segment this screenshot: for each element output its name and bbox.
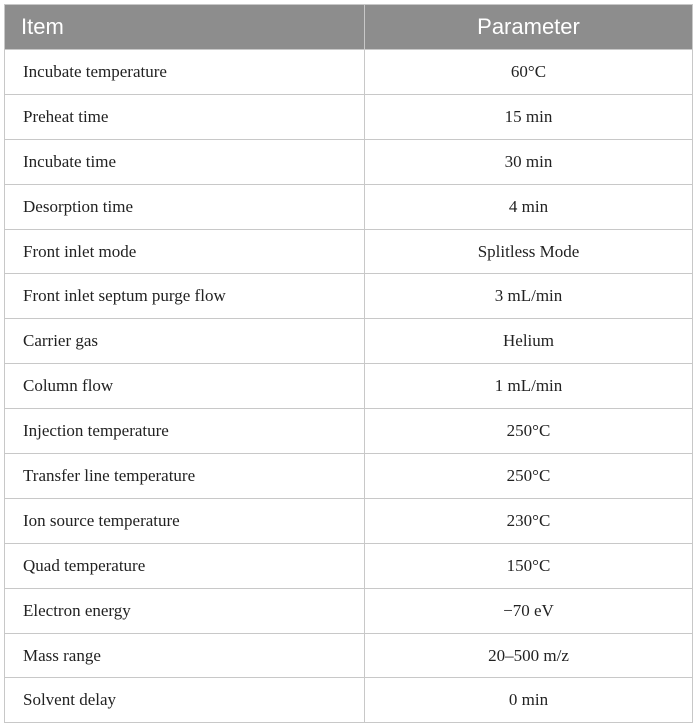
table-row bbox=[5, 498, 693, 543]
table-row bbox=[5, 543, 693, 588]
item-cell: Electron energy bbox=[5, 588, 365, 633]
item-cell: Front inlet mode bbox=[5, 229, 365, 274]
parameter-cell: −70 eV bbox=[365, 588, 693, 633]
item-cell: Desorption time bbox=[5, 184, 365, 229]
parameter-cell: 0 min bbox=[365, 678, 693, 723]
table-body bbox=[5, 50, 693, 723]
parameter-cell: 30 min bbox=[365, 139, 693, 184]
table-header-row bbox=[5, 5, 693, 50]
table-row bbox=[5, 409, 693, 454]
parameter-cell: 250°C bbox=[365, 454, 693, 499]
parameter-cell: Splitless Mode bbox=[365, 229, 693, 274]
parameter-cell: 3 mL/min bbox=[365, 274, 693, 319]
table-row bbox=[5, 678, 693, 723]
parameter-cell: 15 min bbox=[365, 94, 693, 139]
table-row bbox=[5, 364, 693, 409]
header-item: Item bbox=[5, 5, 365, 50]
parameter-cell: 250°C bbox=[365, 409, 693, 454]
table-row bbox=[5, 184, 693, 229]
parameter-cell: 150°C bbox=[365, 543, 693, 588]
item-cell: Ion source temperature bbox=[5, 498, 365, 543]
table-row bbox=[5, 274, 693, 319]
item-cell: Preheat time bbox=[5, 94, 365, 139]
parameter-table bbox=[4, 4, 693, 723]
table-row bbox=[5, 229, 693, 274]
table-row bbox=[5, 633, 693, 678]
parameter-cell: 20–500 m/z bbox=[365, 633, 693, 678]
item-cell: Mass range bbox=[5, 633, 365, 678]
parameter-cell: Helium bbox=[365, 319, 693, 364]
parameter-table-container bbox=[4, 4, 692, 723]
table-row bbox=[5, 319, 693, 364]
table-row bbox=[5, 588, 693, 633]
parameter-cell: 230°C bbox=[365, 498, 693, 543]
parameter-cell: 60°C bbox=[365, 50, 693, 95]
item-cell: Transfer line temperature bbox=[5, 454, 365, 499]
parameter-cell: 1 mL/min bbox=[365, 364, 693, 409]
table-row bbox=[5, 454, 693, 499]
header-parameter: Parameter bbox=[365, 5, 693, 50]
table-row bbox=[5, 50, 693, 95]
item-cell: Carrier gas bbox=[5, 319, 365, 364]
parameter-cell: 4 min bbox=[365, 184, 693, 229]
item-cell: Front inlet septum purge flow bbox=[5, 274, 365, 319]
item-cell: Quad temperature bbox=[5, 543, 365, 588]
item-cell: Column flow bbox=[5, 364, 365, 409]
table-row bbox=[5, 139, 693, 184]
item-cell: Solvent delay bbox=[5, 678, 365, 723]
table-row bbox=[5, 94, 693, 139]
item-cell: Incubate temperature bbox=[5, 50, 365, 95]
item-cell: Injection temperature bbox=[5, 409, 365, 454]
item-cell: Incubate time bbox=[5, 139, 365, 184]
